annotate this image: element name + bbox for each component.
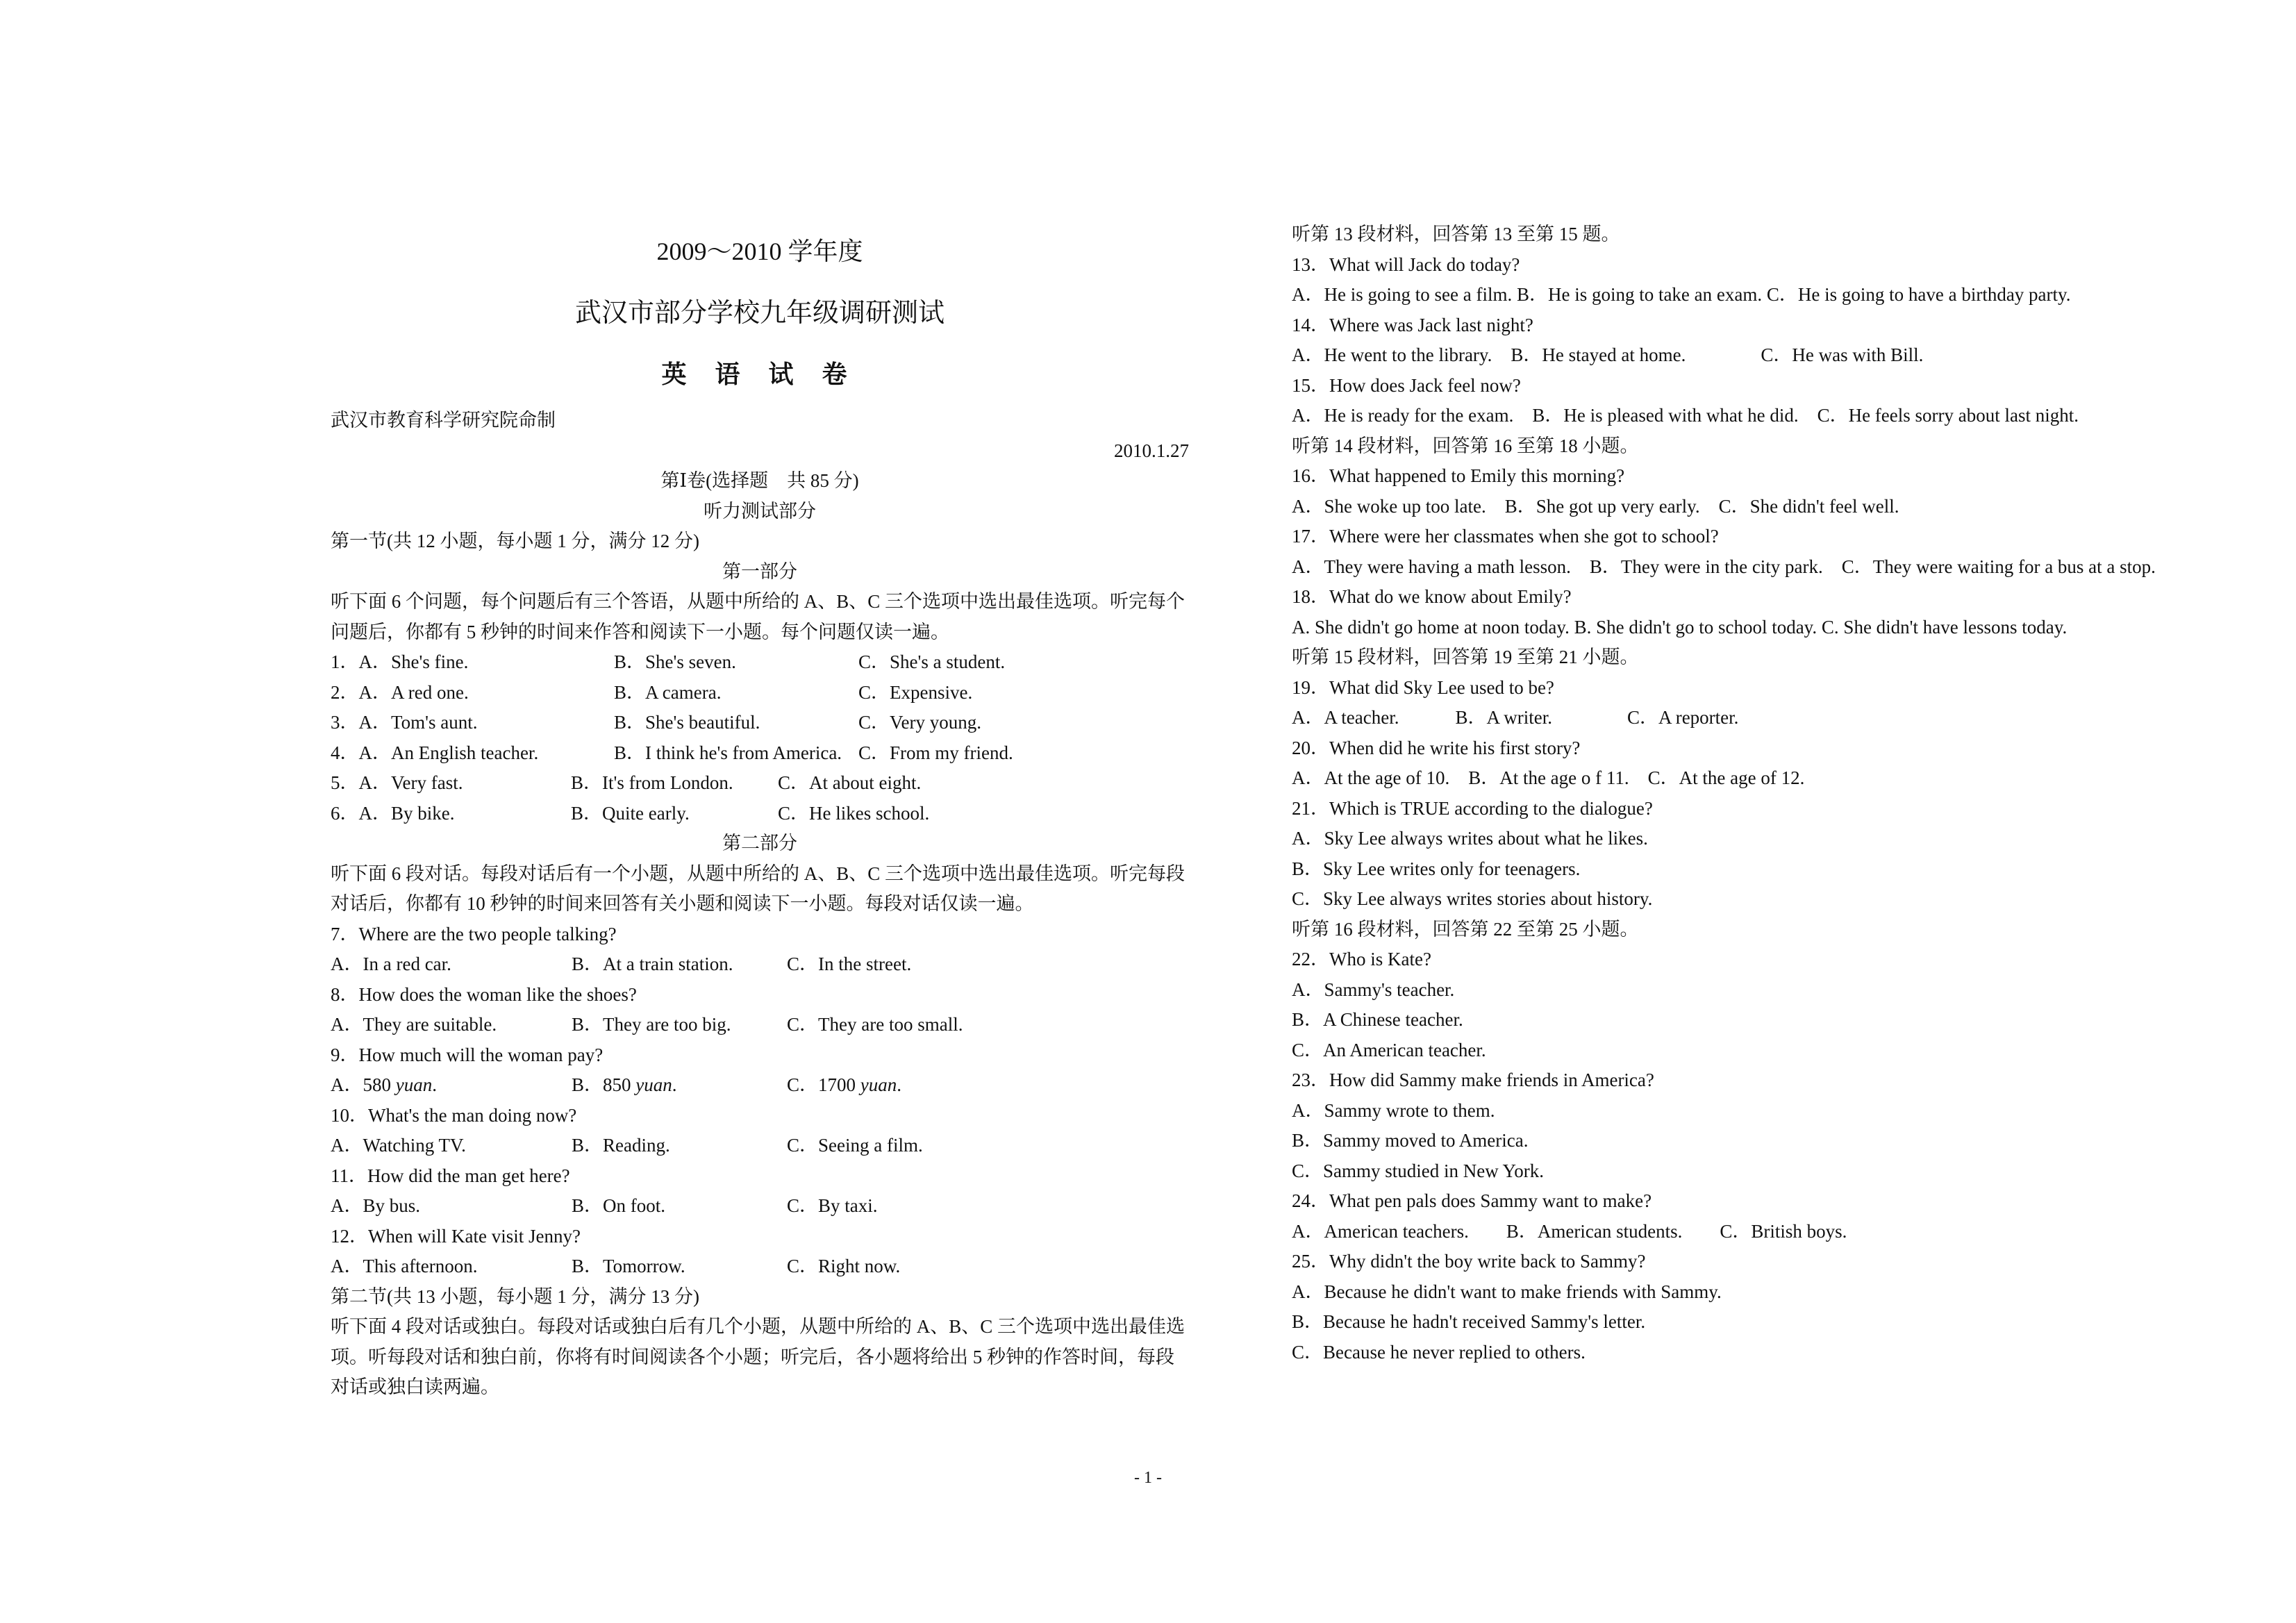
text-line: 21．Which is TRUE according to the dialogue? bbox=[1292, 797, 1653, 819]
text-line: C．Because he never replied to others. bbox=[1292, 1341, 1586, 1363]
question-text: 9．How much will the woman pay? bbox=[331, 1044, 604, 1065]
text-line: 18．What do we know about Emily? bbox=[1292, 586, 1572, 607]
text-line: 听第 13 段材料，回答第 13 至第 15 题。 bbox=[1292, 224, 1620, 244]
option-a: 5．A．Very fast. bbox=[331, 772, 463, 793]
options-row bbox=[331, 1010, 1189, 1040]
text-line: 17．Where were her classmates when she got to school? bbox=[1292, 526, 1719, 547]
currency-unit: yuan bbox=[395, 1074, 433, 1095]
text-line: 听第 15 段材料，回答第 19 至第 21 小题。 bbox=[1292, 647, 1639, 667]
option-b: B．Reading. bbox=[572, 1135, 670, 1156]
options-row bbox=[331, 1131, 1189, 1161]
text-line: 14．Where was Jack last night? bbox=[1292, 314, 1533, 335]
period: . bbox=[897, 1074, 901, 1095]
text-line: A．He is ready for the exam. B．He is pleased with what he did. C．He feels sorry about last night. bbox=[1292, 405, 2079, 426]
options-row bbox=[331, 1070, 1189, 1101]
period: . bbox=[432, 1074, 437, 1095]
question-text: 11．How did the man get here? bbox=[331, 1165, 570, 1186]
option-a: A．This afternoon. bbox=[331, 1256, 478, 1276]
option-a: A．Watching TV. bbox=[331, 1135, 466, 1156]
right-column bbox=[1292, 219, 2181, 1367]
text-line: B．A Chinese teacher. bbox=[1292, 1009, 1463, 1030]
text-line: A．Because he didn't want to make friends with Sammy. bbox=[1292, 1281, 1722, 1302]
option-b: B．She's seven. bbox=[614, 651, 736, 672]
year-title: 2009～2010 学年度 bbox=[656, 238, 863, 265]
option-b: B．At a train station. bbox=[572, 954, 733, 974]
options-row bbox=[331, 1191, 1189, 1222]
listening-heading: 听力测试部分 bbox=[704, 500, 816, 522]
option-text: C．1700 bbox=[787, 1074, 860, 1095]
text-line: C．Sammy studied in New York. bbox=[1292, 1160, 1545, 1181]
text-line: A．Sky Lee always writes about what he likes. bbox=[1292, 828, 1648, 849]
text-line: 16．What happened to Emily this morning? bbox=[1292, 465, 1625, 486]
section2-heading: 第二节(共 13 小题，每小题 1 分，满分 13 分) bbox=[331, 1285, 699, 1307]
exam-date: 2010.1.27 bbox=[1114, 440, 1189, 461]
text-line: 20．When did he write his first story? bbox=[1292, 737, 1581, 758]
option-c: C．She's a student. bbox=[858, 651, 1006, 672]
option-b: B．She's beautiful. bbox=[614, 712, 760, 733]
question-text: 8．How does the woman like the shoes? bbox=[331, 983, 637, 1005]
school-title: 武汉市部分学校九年级调研测试 bbox=[574, 299, 945, 328]
text-line: C．Sky Lee always writes stories about history. bbox=[1292, 888, 1653, 909]
question-text: 7．Where are the two people talking? bbox=[331, 923, 617, 944]
option-a: 1．A．She's fine. bbox=[331, 651, 469, 672]
text-line: 听第 16 段材料，回答第 22 至第 25 小题。 bbox=[1292, 918, 1639, 940]
option-c: C．At about eight. bbox=[778, 772, 922, 793]
option-a bbox=[331, 1070, 572, 1101]
option-b: B．On foot. bbox=[572, 1195, 665, 1216]
option-a: 3．A．Tom's aunt. bbox=[331, 712, 478, 733]
option-text: A．580 bbox=[331, 1074, 396, 1095]
question-row bbox=[331, 799, 1189, 829]
part1-instructions: 听下面 6 个问题，每个问题后有三个答语，从题中所给的 A、B、C 三个选项中选出最佳选项。听完每个问题后，你都有 5 秒钟的时间来作答和阅读下一小题。每个问题仅读一遍。 bbox=[331, 591, 1186, 642]
option-a: 4．A．An English teacher. bbox=[331, 742, 539, 763]
left-column bbox=[331, 235, 1189, 1403]
currency-unit: yuan bbox=[635, 1074, 672, 1095]
question-row bbox=[331, 647, 1189, 678]
page-number: - 1 - bbox=[1134, 1469, 1162, 1487]
text-line: A．At the age of 10. B．At the age o f 11. C．At the age of 12. bbox=[1292, 767, 1805, 788]
author-line: 武汉市教育科学研究院命制 bbox=[331, 410, 556, 431]
option-c: C．Right now. bbox=[787, 1256, 901, 1276]
text-line: A．Sammy's teacher. bbox=[1292, 979, 1455, 1000]
text-line: 听第 14 段材料，回答第 16 至第 18 小题。 bbox=[1292, 435, 1639, 456]
question-row bbox=[331, 708, 1189, 738]
text-line: A．He is going to see a film. B．He is going to take an exam. C．He is going to have a birthday party. bbox=[1292, 284, 2071, 305]
subject-title: 英 语 试 卷 bbox=[661, 360, 858, 388]
option-c: C．In the street. bbox=[787, 954, 912, 974]
option-b: B．A camera. bbox=[614, 681, 722, 703]
text-line: A．Sammy wrote to them. bbox=[1292, 1099, 1495, 1121]
option-a: A．In a red car. bbox=[331, 954, 451, 974]
text-line: 15．How does Jack feel now? bbox=[1292, 374, 1521, 396]
question-row bbox=[331, 678, 1189, 708]
text-line: A. She didn't go home at noon today. B. She didn't go to school today. C. She didn't have lessons today. bbox=[1292, 616, 2068, 638]
text-line: A．A teacher. B．A writer. C．A reporter. bbox=[1292, 707, 1739, 728]
text-line: B．Sammy moved to America. bbox=[1292, 1130, 1529, 1151]
part2-title: 第二部分 bbox=[722, 833, 797, 854]
question-text: 10．What's the man doing now? bbox=[331, 1104, 577, 1126]
option-b: B．It's from London. bbox=[571, 772, 733, 793]
currency-unit: yuan bbox=[860, 1074, 897, 1095]
option-c: C．Expensive. bbox=[858, 681, 973, 703]
text-line: 23．How did Sammy make friends in America? bbox=[1292, 1069, 1654, 1090]
question-row bbox=[331, 768, 1189, 799]
part1-title: 第一部分 bbox=[722, 560, 797, 582]
question-text: 12．When will Kate visit Jenny? bbox=[331, 1225, 581, 1247]
option-c: C．Very young. bbox=[858, 712, 981, 733]
option-b: B．They are too big. bbox=[572, 1014, 731, 1035]
option-c: C．Seeing a film. bbox=[787, 1135, 923, 1156]
option-c: C．From my friend. bbox=[858, 742, 1013, 763]
option-a: A．By bus. bbox=[331, 1195, 421, 1216]
option-b: B．Quite early. bbox=[571, 802, 690, 824]
text-line: 24．What pen pals does Sammy want to make? bbox=[1292, 1190, 1652, 1211]
option-c: C．By taxi. bbox=[787, 1195, 878, 1216]
text-line: B．Because he hadn't received Sammy's letter. bbox=[1292, 1311, 1646, 1332]
section1-heading: 第一节(共 12 小题，每小题 1 分，满分 12 分) bbox=[331, 531, 699, 551]
text-line: 22．Who is Kate? bbox=[1292, 949, 1431, 969]
text-line: C．An American teacher. bbox=[1292, 1039, 1486, 1060]
part1-question-list bbox=[331, 647, 1189, 829]
option-c: C．They are too small. bbox=[787, 1014, 963, 1035]
text-line: 19．What did Sky Lee used to be? bbox=[1292, 676, 1554, 698]
option-c: C．He likes school. bbox=[778, 802, 930, 824]
option-a: A．They are suitable. bbox=[331, 1014, 497, 1035]
options-row bbox=[331, 949, 1189, 980]
part2-instructions: 听下面 6 段对话。每段对话后有一个小题，从题中所给的 A、B、C 三个选项中选出最佳选项。听完每段对话后，你都有 10 秒钟的时间来回答有关小题和阅读下一小题。每段对话仅读一遍。 bbox=[331, 863, 1186, 914]
text-line: A．She woke up too late. B．She got up very early. C．She didn't feel well. bbox=[1292, 495, 1899, 517]
part2-question-list bbox=[331, 919, 1189, 1282]
option-a: 6．A．By bike. bbox=[331, 802, 455, 824]
option-b: B．I think he's from America. bbox=[614, 742, 842, 763]
option-b: B．Tomorrow. bbox=[572, 1256, 685, 1276]
period: . bbox=[672, 1074, 677, 1095]
options-row bbox=[331, 1251, 1189, 1282]
text-line: 25．Why didn't the boy write back to Sammy? bbox=[1292, 1251, 1646, 1272]
text-line: A．American teachers. B．American students. C．British boys. bbox=[1292, 1220, 1847, 1242]
text-line: 13．What will Jack do today? bbox=[1292, 253, 1520, 275]
question-row bbox=[331, 738, 1189, 769]
text-line: B．Sky Lee writes only for teenagers. bbox=[1292, 858, 1581, 879]
option-text: B．850 bbox=[572, 1074, 636, 1095]
option-b bbox=[572, 1070, 787, 1101]
option-a: 2．A．A red one. bbox=[331, 681, 469, 703]
volume-heading: 第Ⅰ卷(选择题 共 85 分) bbox=[660, 470, 859, 491]
text-line: A．They were having a math lesson. B．They were in the city park. C．They were waiting for a bus at a stop. bbox=[1292, 556, 2156, 577]
text-line: A．He went to the library. B．He stayed at home. C．He was with Bill. bbox=[1292, 344, 1924, 365]
option-c bbox=[787, 1070, 901, 1101]
section2-instructions: 听下面 4 段对话或独白。每段对话或独白后有几个小题，从题中所给的 A、B、C 三个选项中选出最佳选项。听每段对话和独白前，你将有时间阅读各个小题；听完后，各小题将给出 5 秒钟的作答时间，每段对话或独白读两遍。 bbox=[331, 1316, 1186, 1397]
